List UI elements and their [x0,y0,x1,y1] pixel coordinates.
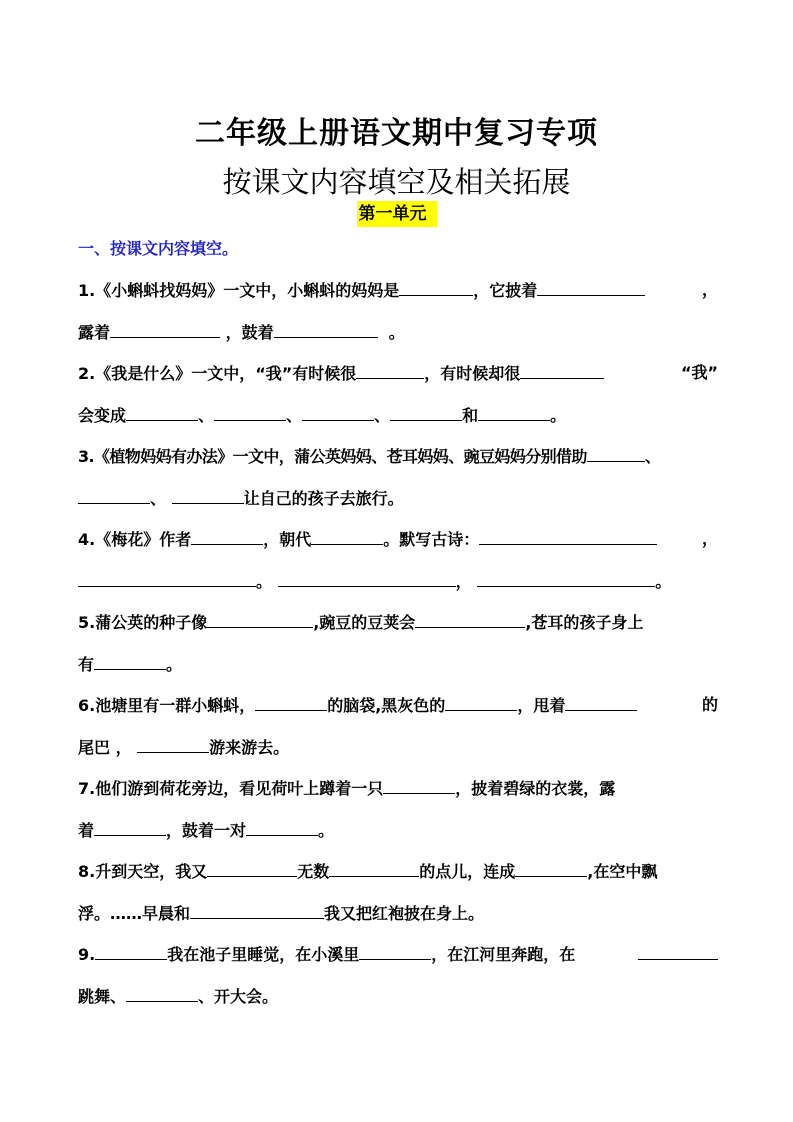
question-3-line-1: 3.《植物妈妈有办法》一文中，蒲公英妈妈、苍耳妈妈、豌豆妈妈分别借助 、 [78,444,718,469]
question-7-line-2: 着 ，鼓着一对 。 [78,818,718,843]
answer-blank[interactable] [520,361,604,379]
answer-blank[interactable] [478,403,550,421]
answer-blank[interactable] [477,569,655,587]
question-5-line-2: 有 。 [78,652,718,677]
answer-blank[interactable] [587,444,645,462]
question-8-line-1: 8.升到天空，我又 无数 的点儿，连成 ,在空中飘 [78,859,718,884]
answer-blank[interactable] [356,361,424,379]
answer-blank[interactable] [246,818,318,836]
answer-blank[interactable] [515,859,587,877]
answer-blank[interactable] [565,693,637,711]
answer-blank[interactable] [311,527,383,545]
answer-blank[interactable] [390,403,462,421]
answer-blank[interactable] [214,403,286,421]
unit-label: 第一单元 [357,201,437,227]
question-4-line-2: 。 ， 。 [78,569,718,594]
question-7-line-1: 7.他们游到荷花旁边，看见荷叶上蹲着一只 ，披着碧绿的衣裳，露 [78,776,718,801]
question-5-line-1: 5.蒲公英的种子像 ,豌豆的豆荚会 ,苍耳的孩子身上 [78,610,718,635]
answer-blank[interactable] [207,610,313,628]
answer-blank[interactable] [415,610,525,628]
answer-blank[interactable] [190,901,324,919]
answer-blank[interactable] [278,569,456,587]
question-8-line-2: 浮。……早晨和 我又把红袍披在身上。 [78,901,718,926]
answer-blank[interactable] [126,403,198,421]
answer-blank[interactable] [255,693,327,711]
answer-blank[interactable] [94,652,166,670]
question-3-line-2: 、 让自己的孩子去旅行。 [78,486,718,511]
answer-blank[interactable] [274,320,378,338]
answer-blank[interactable] [479,527,657,545]
question-1-line-2: 露着 ，鼓着 。 [78,320,718,345]
answer-blank[interactable] [126,984,198,1002]
answer-blank[interactable] [359,942,431,960]
question-4-line-1: 4.《梅花》作者 ，朝代 。默写古诗： ， [78,529,718,549]
section-heading: 一、按课文内容填空。 [78,239,239,258]
answer-blank[interactable] [172,486,244,504]
answer-blank[interactable] [207,859,297,877]
answer-blank[interactable] [445,693,517,711]
answer-blank[interactable] [95,942,167,960]
answer-blank[interactable] [191,527,263,545]
question-9-line-1: 9. 我在池子里睡觉，在小溪里 ，在江河里奔跑，在 [78,942,718,967]
answer-blank[interactable] [537,278,645,296]
answer-blank[interactable] [110,320,220,338]
page-title: 二年级上册语文期中复习专项 [195,116,598,151]
answer-blank[interactable] [94,818,166,836]
question-9-line-2: 跳舞、 、开大会。 [78,984,718,1009]
answer-blank[interactable] [638,942,718,960]
question-2-line-1: 2.《我是什么》一文中，“我”有时候很 ，有时候却很 “我” [78,363,718,383]
question-6-line-1: 6.池塘里有一群小蝌蚪， 的脑袋,黑灰色的 ，甩着 的 [78,695,718,715]
question-2-line-2: 会变成 、 、 、 和 。 [78,403,718,428]
answer-blank[interactable] [399,278,473,296]
answer-blank[interactable] [78,569,256,587]
answer-blank[interactable] [383,776,455,794]
answer-blank[interactable] [78,486,150,504]
answer-blank[interactable] [329,859,419,877]
question-6-line-2: 尾巴 ， 游来游去。 [78,735,718,760]
answer-blank[interactable] [302,403,374,421]
question-1-line-1: 1.《小蝌蚪找妈妈》一文中，小蝌蚪的妈妈是 ，它披着 ， [78,280,718,300]
answer-blank[interactable] [137,735,209,753]
page-subtitle: 按课文内容填空及相关拓展 [222,165,571,199]
